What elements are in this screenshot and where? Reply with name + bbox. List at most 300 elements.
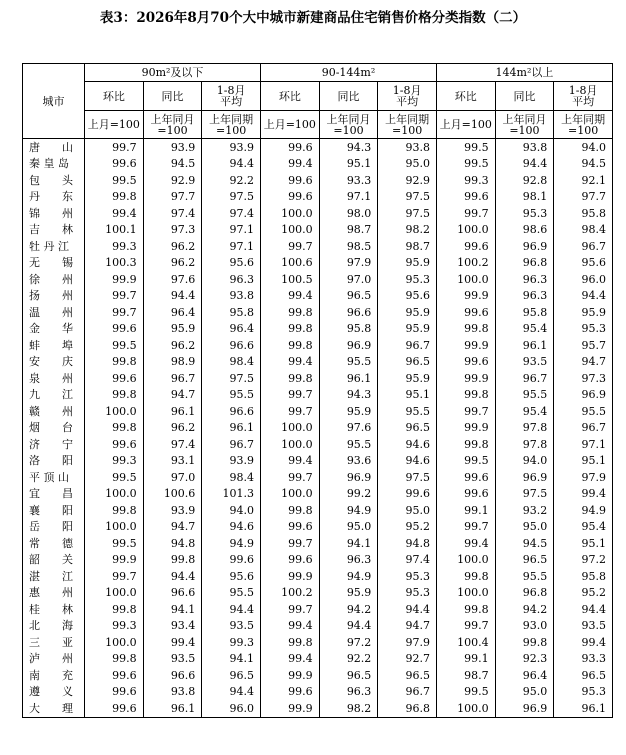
index-value: 100.5 [261, 271, 320, 288]
index-value: 94.1 [202, 651, 261, 668]
index-value: 96.2 [143, 255, 202, 272]
index-value: 93.9 [202, 453, 261, 470]
index-value: 96.5 [378, 420, 437, 437]
index-value: 99.8 [85, 354, 144, 371]
city-name: 吉 林 [23, 222, 85, 239]
index-value: 100.0 [85, 486, 144, 503]
index-value: 99.8 [261, 634, 320, 651]
city-header: 城市 [23, 64, 85, 139]
index-value: 99.7 [261, 535, 320, 552]
index-value: 97.4 [202, 205, 261, 222]
index-value: 100.0 [261, 436, 320, 453]
index-value: 99.8 [85, 387, 144, 404]
table-row [23, 205, 613, 222]
index-value: 99.8 [495, 634, 554, 651]
index-value: 93.9 [143, 502, 202, 519]
city-name: 唐 山 [23, 139, 85, 156]
index-value: 96.7 [143, 370, 202, 387]
city-name: 无 锡 [23, 255, 85, 272]
index-value: 96.8 [495, 255, 554, 272]
column-header: 同比 [495, 82, 554, 111]
table-row [23, 255, 613, 272]
index-value: 99.6 [85, 436, 144, 453]
index-value: 99.2 [319, 486, 378, 503]
index-value: 92.9 [378, 172, 437, 189]
index-value: 93.5 [202, 618, 261, 635]
index-value: 95.5 [495, 568, 554, 585]
index-value: 99.7 [261, 387, 320, 404]
index-value: 95.5 [202, 387, 261, 404]
index-value: 99.6 [85, 667, 144, 684]
city-name: 岳 阳 [23, 519, 85, 536]
column-header: 环比 [85, 82, 144, 111]
index-value: 92.9 [143, 172, 202, 189]
table-row [23, 700, 613, 717]
index-value: 99.3 [85, 238, 144, 255]
index-value: 93.8 [378, 139, 437, 156]
index-value: 99.6 [261, 552, 320, 569]
index-value: 97.9 [378, 634, 437, 651]
index-value: 99.7 [261, 403, 320, 420]
index-value: 97.4 [143, 436, 202, 453]
index-value: 94.9 [319, 568, 378, 585]
table-row [23, 321, 613, 338]
index-value: 95.8 [554, 205, 613, 222]
city-name: 南 充 [23, 667, 85, 684]
index-value: 96.0 [554, 271, 613, 288]
index-value: 99.8 [143, 552, 202, 569]
city-name: 温 州 [23, 304, 85, 321]
index-value: 96.3 [319, 684, 378, 701]
index-value: 95.0 [378, 502, 437, 519]
index-value: 100.0 [436, 271, 495, 288]
index-value: 99.5 [436, 684, 495, 701]
index-value: 100.2 [436, 255, 495, 272]
index-value: 96.1 [495, 337, 554, 354]
column-header: 同比 [319, 82, 378, 111]
index-value: 98.7 [319, 222, 378, 239]
table-title: 表3：2026年8月70个大中城市新建商品住宅销售价格分类指数（二） [99, 10, 527, 26]
index-value: 99.8 [85, 502, 144, 519]
index-value: 99.9 [436, 288, 495, 305]
index-value: 93.1 [143, 453, 202, 470]
index-value: 99.3 [436, 172, 495, 189]
index-value: 95.5 [554, 403, 613, 420]
table-row [23, 403, 613, 420]
index-value: 99.5 [85, 469, 144, 486]
index-value: 99.6 [378, 486, 437, 503]
index-value: 93.0 [495, 618, 554, 635]
index-value: 94.6 [202, 519, 261, 536]
index-value: 99.7 [85, 288, 144, 305]
index-value: 95.9 [378, 304, 437, 321]
base-header: 上年同期 =100 [202, 111, 261, 139]
index-value: 100.0 [85, 519, 144, 536]
city-name: 湛 江 [23, 568, 85, 585]
index-value: 96.9 [319, 337, 378, 354]
index-value: 100.0 [436, 222, 495, 239]
index-value: 96.3 [495, 271, 554, 288]
index-value: 100.0 [85, 403, 144, 420]
index-value: 99.7 [436, 205, 495, 222]
index-value: 96.9 [495, 238, 554, 255]
index-value: 99.9 [85, 271, 144, 288]
table-row [23, 387, 613, 404]
index-value: 93.8 [143, 684, 202, 701]
base-header: 上月=100 [261, 111, 320, 139]
index-value: 96.5 [378, 354, 437, 371]
index-value: 94.3 [319, 387, 378, 404]
index-value: 99.8 [261, 502, 320, 519]
group-header-large: 144m²以上 [436, 64, 612, 82]
base-header: 上年同期 =100 [378, 111, 437, 139]
index-value: 98.0 [319, 205, 378, 222]
index-value: 95.4 [495, 403, 554, 420]
index-value: 99.6 [202, 552, 261, 569]
table-row [23, 486, 613, 503]
base-header: 上月=100 [436, 111, 495, 139]
column-header: 环比 [261, 82, 320, 111]
index-value: 97.9 [319, 255, 378, 272]
index-value: 94.4 [202, 601, 261, 618]
index-value: 96.8 [378, 700, 437, 717]
index-value: 96.5 [554, 667, 613, 684]
index-value: 95.9 [319, 403, 378, 420]
index-value: 97.5 [378, 205, 437, 222]
index-value: 99.5 [436, 156, 495, 173]
table-row [23, 535, 613, 552]
index-value: 95.9 [378, 370, 437, 387]
index-value: 93.5 [143, 651, 202, 668]
index-value: 96.3 [495, 288, 554, 305]
index-value: 99.6 [85, 370, 144, 387]
index-value: 99.6 [261, 519, 320, 536]
city-name: 北 海 [23, 618, 85, 635]
table-row [23, 271, 613, 288]
index-value: 95.4 [495, 321, 554, 338]
index-value: 99.4 [261, 651, 320, 668]
index-value: 96.3 [202, 271, 261, 288]
price-index-table [22, 63, 613, 718]
index-value: 99.4 [554, 486, 613, 503]
index-value: 94.3 [319, 139, 378, 156]
city-name: 烟 台 [23, 420, 85, 437]
index-value: 95.7 [554, 337, 613, 354]
index-value: 99.3 [85, 618, 144, 635]
index-value: 95.5 [495, 387, 554, 404]
column-header: 1-8月 平均 [378, 82, 437, 111]
index-value: 92.7 [378, 651, 437, 668]
index-value: 97.7 [143, 189, 202, 206]
city-name: 常 德 [23, 535, 85, 552]
index-value: 96.7 [554, 420, 613, 437]
index-value: 98.2 [378, 222, 437, 239]
city-name: 金 华 [23, 321, 85, 338]
index-value: 94.2 [495, 601, 554, 618]
index-value: 99.9 [261, 568, 320, 585]
index-value: 96.6 [202, 403, 261, 420]
table-row [23, 436, 613, 453]
index-value: 99.6 [85, 321, 144, 338]
city-name: 安 庆 [23, 354, 85, 371]
index-value: 98.9 [143, 354, 202, 371]
index-value: 94.7 [143, 387, 202, 404]
index-value: 92.8 [495, 172, 554, 189]
index-value: 99.4 [261, 354, 320, 371]
index-value: 99.6 [436, 486, 495, 503]
index-value: 99.9 [436, 370, 495, 387]
index-value: 96.9 [495, 469, 554, 486]
index-value: 99.6 [261, 189, 320, 206]
index-value: 95.0 [319, 519, 378, 536]
index-value: 94.4 [202, 156, 261, 173]
index-value: 97.2 [554, 552, 613, 569]
index-value: 101.3 [202, 486, 261, 503]
index-value: 95.3 [378, 271, 437, 288]
index-value: 93.6 [319, 453, 378, 470]
index-value: 99.8 [85, 651, 144, 668]
index-value: 100.0 [85, 585, 144, 602]
column-header: 同比 [143, 82, 202, 111]
index-value: 100.1 [85, 222, 144, 239]
index-value: 99.5 [85, 337, 144, 354]
index-value: 99.8 [85, 420, 144, 437]
index-value: 97.1 [554, 436, 613, 453]
index-value: 94.4 [554, 288, 613, 305]
index-value: 95.9 [554, 304, 613, 321]
index-value: 94.9 [202, 535, 261, 552]
index-value: 95.6 [202, 568, 261, 585]
index-value: 98.4 [554, 222, 613, 239]
index-value: 99.3 [85, 453, 144, 470]
index-value: 96.9 [319, 469, 378, 486]
index-value: 97.5 [378, 469, 437, 486]
base-header: 上年同月 =100 [143, 111, 202, 139]
index-value: 99.4 [261, 453, 320, 470]
index-value: 93.3 [319, 172, 378, 189]
index-value: 97.5 [495, 486, 554, 503]
index-value: 97.5 [202, 370, 261, 387]
index-value: 100.0 [85, 634, 144, 651]
table-row [23, 453, 613, 470]
index-value: 95.9 [319, 585, 378, 602]
index-value: 99.7 [261, 238, 320, 255]
index-value: 99.4 [261, 288, 320, 305]
index-value: 99.8 [85, 189, 144, 206]
index-value: 99.7 [436, 403, 495, 420]
index-value: 96.9 [495, 700, 554, 717]
index-value: 99.7 [85, 304, 144, 321]
table-row [23, 634, 613, 651]
index-value: 95.8 [202, 304, 261, 321]
index-value: 99.6 [436, 238, 495, 255]
index-value: 95.2 [378, 519, 437, 536]
index-value: 94.6 [378, 436, 437, 453]
city-name: 襄 阳 [23, 502, 85, 519]
index-value: 99.9 [436, 420, 495, 437]
index-value: 96.6 [143, 585, 202, 602]
index-value: 95.9 [143, 321, 202, 338]
table-row [23, 304, 613, 321]
index-value: 94.9 [554, 502, 613, 519]
index-value: 96.9 [554, 387, 613, 404]
index-value: 96.5 [202, 667, 261, 684]
index-value: 94.7 [378, 618, 437, 635]
index-value: 99.9 [436, 337, 495, 354]
city-name: 洛 阳 [23, 453, 85, 470]
index-value: 99.5 [85, 172, 144, 189]
index-value: 93.8 [202, 288, 261, 305]
index-value: 97.3 [143, 222, 202, 239]
index-value: 96.7 [378, 337, 437, 354]
index-value: 99.1 [436, 502, 495, 519]
city-name: 大 理 [23, 700, 85, 717]
index-value: 97.0 [319, 271, 378, 288]
index-value: 99.4 [261, 618, 320, 635]
index-value: 95.3 [378, 585, 437, 602]
index-value: 92.2 [202, 172, 261, 189]
city-name: 平 顶 山 [23, 469, 85, 486]
index-value: 94.7 [143, 519, 202, 536]
index-value: 100.3 [85, 255, 144, 272]
index-value: 98.7 [378, 238, 437, 255]
index-value: 99.7 [85, 568, 144, 585]
index-value: 99.8 [261, 321, 320, 338]
index-value: 99.8 [436, 601, 495, 618]
index-value: 99.6 [436, 354, 495, 371]
table-row [23, 370, 613, 387]
index-value: 97.3 [554, 370, 613, 387]
table-row [23, 222, 613, 239]
city-name: 三 亚 [23, 634, 85, 651]
index-value: 95.9 [378, 321, 437, 338]
index-value: 99.8 [261, 370, 320, 387]
index-value: 99.6 [85, 684, 144, 701]
index-value: 95.3 [554, 684, 613, 701]
index-value: 96.1 [554, 700, 613, 717]
index-value: 98.2 [319, 700, 378, 717]
column-header: 环比 [436, 82, 495, 111]
city-name: 遵 义 [23, 684, 85, 701]
index-value: 100.2 [261, 585, 320, 602]
index-value: 95.1 [319, 156, 378, 173]
base-header: 上年同月 =100 [495, 111, 554, 139]
index-value: 95.0 [495, 519, 554, 536]
index-value: 99.6 [436, 189, 495, 206]
index-value: 100.0 [261, 420, 320, 437]
index-value: 97.4 [143, 205, 202, 222]
index-value: 95.3 [378, 568, 437, 585]
index-value: 96.5 [319, 667, 378, 684]
index-value: 96.4 [495, 667, 554, 684]
index-value: 96.5 [319, 288, 378, 305]
table-row [23, 469, 613, 486]
index-value: 96.7 [495, 370, 554, 387]
index-value: 94.2 [319, 601, 378, 618]
index-value: 95.6 [202, 255, 261, 272]
table-row [23, 420, 613, 437]
table-row [23, 618, 613, 635]
index-value: 95.0 [495, 684, 554, 701]
index-value: 100.0 [261, 205, 320, 222]
base-header: 上年同期 =100 [554, 111, 613, 139]
table-row [23, 502, 613, 519]
index-value: 94.1 [143, 601, 202, 618]
index-value: 99.6 [85, 156, 144, 173]
index-value: 96.7 [202, 436, 261, 453]
index-value: 97.8 [495, 420, 554, 437]
index-value: 94.7 [554, 354, 613, 371]
index-value: 97.0 [143, 469, 202, 486]
index-value: 99.4 [85, 205, 144, 222]
index-value: 95.6 [554, 255, 613, 272]
index-value: 96.7 [554, 238, 613, 255]
index-value: 100.0 [436, 700, 495, 717]
table-row [23, 585, 613, 602]
city-name: 泸 州 [23, 651, 85, 668]
index-value: 99.9 [261, 667, 320, 684]
table-row [23, 172, 613, 189]
index-value: 99.7 [436, 618, 495, 635]
table-row [23, 552, 613, 569]
index-value: 100.0 [261, 486, 320, 503]
index-value: 99.3 [202, 634, 261, 651]
index-value: 93.5 [495, 354, 554, 371]
index-value: 96.5 [495, 552, 554, 569]
table-row [23, 139, 613, 156]
index-value: 98.1 [495, 189, 554, 206]
index-value: 99.4 [436, 535, 495, 552]
table-row [23, 667, 613, 684]
city-name: 赣 州 [23, 403, 85, 420]
index-value: 99.8 [261, 304, 320, 321]
index-value: 96.6 [202, 337, 261, 354]
index-value: 99.4 [261, 156, 320, 173]
city-name: 桂 林 [23, 601, 85, 618]
index-value: 94.4 [319, 618, 378, 635]
index-value: 94.8 [378, 535, 437, 552]
index-value: 95.1 [554, 453, 613, 470]
table-row [23, 568, 613, 585]
city-name: 蚌 埠 [23, 337, 85, 354]
index-value: 96.6 [143, 667, 202, 684]
index-value: 99.6 [436, 304, 495, 321]
index-value: 98.4 [202, 469, 261, 486]
city-name: 扬 州 [23, 288, 85, 305]
city-name: 济 宁 [23, 436, 85, 453]
index-value: 95.8 [554, 568, 613, 585]
index-value: 100.0 [261, 222, 320, 239]
index-value: 94.0 [495, 453, 554, 470]
index-value: 97.8 [495, 436, 554, 453]
index-value: 99.8 [85, 601, 144, 618]
city-name: 徐 州 [23, 271, 85, 288]
index-value: 92.2 [319, 651, 378, 668]
index-value: 94.8 [143, 535, 202, 552]
index-value: 97.7 [554, 189, 613, 206]
index-value: 97.2 [319, 634, 378, 651]
base-header: 上年同月 =100 [319, 111, 378, 139]
index-value: 95.5 [319, 354, 378, 371]
index-value: 96.2 [143, 420, 202, 437]
index-value: 95.1 [554, 535, 613, 552]
index-value: 93.4 [143, 618, 202, 635]
index-value: 95.3 [554, 321, 613, 338]
index-value: 95.4 [554, 519, 613, 536]
index-value: 95.0 [378, 156, 437, 173]
index-value: 100.0 [436, 585, 495, 602]
index-value: 95.5 [319, 436, 378, 453]
